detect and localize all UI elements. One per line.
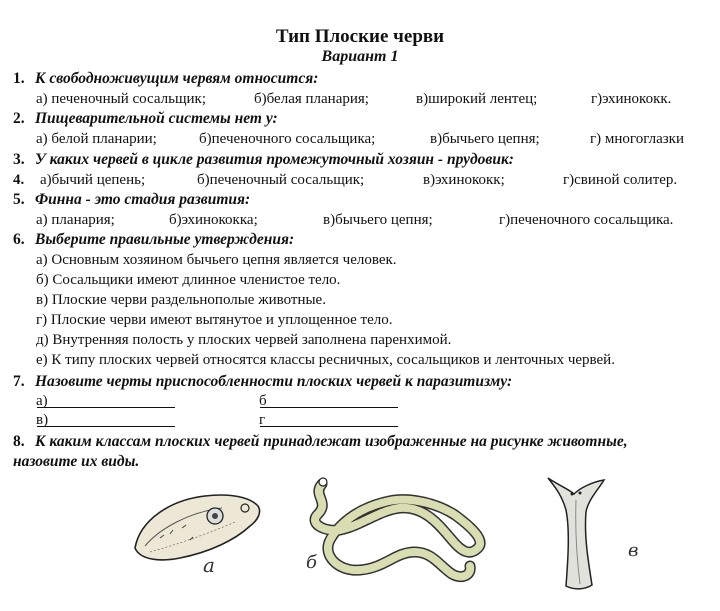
blank-label: б — [259, 393, 267, 409]
statement: е) К типу плоских червей относятся классы ресничных, сосальщиков и ленточных червей. — [36, 352, 615, 368]
question-text: К свободноживущим червям относится: — [35, 70, 319, 87]
question-text: К каким классам плоских червей принадлежат изображенные на рисунке животные, — [35, 433, 628, 450]
answer-b: б)эхинококка; — [169, 212, 258, 228]
figure-label-c: в — [628, 540, 639, 561]
statement: г) Плоские черви имеют вытянутое и уплощенное тело. — [36, 312, 393, 328]
statement: д) Внутренняя полость у плоских червей заполнена паренхимой. — [36, 332, 452, 348]
question-number: 4. — [13, 172, 25, 188]
answer-a: а)бычий цепень; — [40, 172, 146, 188]
tapeworm-drawing — [315, 478, 480, 577]
statement: в) Плоские черви раздельнополые животные. — [36, 292, 326, 308]
blank-label: а) — [36, 393, 48, 409]
question-text: Выберите правильные утверждения: — [35, 231, 295, 248]
variant-label: Вариант 1 — [321, 48, 399, 65]
question-text: Пищеварительной системы нет у: — [35, 110, 278, 127]
answer-c: в)эхинококк; — [423, 172, 505, 188]
answer-b: б)белая планария; — [254, 91, 369, 107]
question-number: 2. — [13, 110, 25, 127]
question-text: Финна - это стадия развития: — [35, 191, 251, 208]
blank-label: в) — [36, 412, 49, 428]
answer-a: а) планария; — [36, 212, 115, 228]
answer-d: г)свиной солитер. — [563, 172, 678, 188]
page-title: Тип Плоские черви — [275, 26, 445, 47]
answer-d: г)эхинококк. — [591, 91, 672, 107]
answer-a: а) печеночный сосальщик; — [36, 91, 207, 107]
answer-a: а) белой планарии; — [36, 131, 157, 147]
statement: а) Основным хозяином бычьего цепня является человек. — [36, 252, 397, 268]
question-text: У каких червей в цикле развития промежуточный хозяин - прудовик: — [35, 151, 514, 168]
fluke-drawing — [135, 495, 260, 560]
answer-c: в)бычьего цепня; — [323, 212, 433, 228]
question-number: 6. — [13, 231, 25, 248]
answer-b: б)печеночного сосальщика; — [199, 131, 376, 147]
question-text: Назовите черты приспособленности плоских червей к паразитизму: — [35, 373, 513, 390]
answer-d: г)печеночного сосальщика. — [499, 212, 674, 228]
question-number: 5. — [13, 191, 25, 208]
answer-d: г) многоглазки — [590, 131, 684, 147]
figure-label-b: б — [306, 552, 317, 573]
question-number: 7. — [13, 373, 25, 390]
figure-label-a: а — [203, 553, 215, 577]
question-number: 1. — [13, 70, 25, 87]
blank-label: г — [259, 412, 266, 428]
question-number: 3. — [13, 151, 25, 168]
answer-b: б)печеночный сосальщик; — [197, 172, 365, 188]
answer-c: в)бычьего цепня; — [430, 131, 540, 147]
planarian-drawing — [548, 478, 604, 589]
statement: б) Сосальщики имеют длинное членистое тело. — [36, 272, 341, 288]
answer-c: в)широкий лентец; — [416, 91, 538, 107]
question-8-continued: назовите их виды. — [13, 453, 140, 470]
question-number: 8. — [13, 433, 25, 450]
